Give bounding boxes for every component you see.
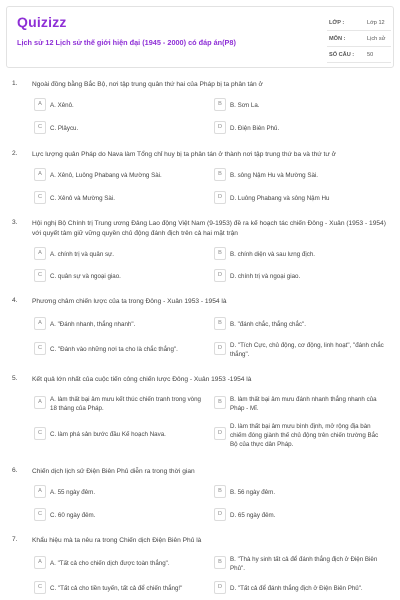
meta-box xyxy=(327,15,391,63)
option-text: A. "Tất cả cho chiến dịch được toàn thắng". xyxy=(50,560,170,567)
option-letter: C xyxy=(34,427,46,440)
meta-row-count xyxy=(327,47,391,63)
meta-row-grade xyxy=(327,15,391,31)
option-d[interactable] xyxy=(214,580,386,596)
option-letter: D xyxy=(214,121,226,134)
option-letter: A xyxy=(34,247,46,260)
option-text: B. Sơn La. xyxy=(230,102,260,109)
meta-label: SỐ CÂU : xyxy=(329,52,355,58)
option-text: D. Điện Biên Phủ. xyxy=(230,125,280,132)
option-c[interactable] xyxy=(34,341,202,357)
option-text: A. chính trị và quân sự. xyxy=(50,251,114,258)
option-text: B. "Thà hy sinh tất cả để đánh thắng địch ở Điện Biên Phủ". xyxy=(230,556,378,572)
option-letter: C xyxy=(34,269,46,282)
option-letter: D xyxy=(214,427,226,440)
option-c[interactable] xyxy=(34,268,202,284)
option-text: C. Plâycu. xyxy=(50,125,79,132)
question-number: 7. xyxy=(12,536,18,543)
question-text: Chiến dịch lịch sử Điện Biên Phủ diễn ra trong thời gian xyxy=(32,468,195,475)
option-a[interactable] xyxy=(34,484,202,500)
option-text: C. Xênô và Mường Sài. xyxy=(50,195,115,202)
option-letter: C xyxy=(34,191,46,204)
question-text: Kết quả lớn nhất của cuộc tiến công chiến lược Đông - Xuân 1953 -1954 là xyxy=(32,376,252,383)
option-text: C. quân sự và ngoại giao. xyxy=(50,273,121,280)
option-text: D. chính trị và ngoại giao. xyxy=(230,273,301,280)
question-text: Lực lượng quân Pháp do Nava làm Tổng chỉ huy bị ta phân tán ở thành nơi tập trung thứ ba và thứ tư ở xyxy=(32,151,336,158)
option-d[interactable] xyxy=(214,190,386,206)
option-text: B. 56 ngày đêm. xyxy=(230,489,276,496)
option-letter: D xyxy=(214,191,226,204)
option-c[interactable] xyxy=(34,120,202,136)
option-text: C. 60 ngày đêm. xyxy=(50,512,96,519)
option-letter: A xyxy=(34,396,46,409)
option-text: D. 65 ngày đêm. xyxy=(230,512,276,519)
option-d[interactable] xyxy=(214,423,386,448)
option-b[interactable] xyxy=(214,484,386,500)
option-letter: A xyxy=(34,98,46,111)
option-letter: D xyxy=(214,508,226,521)
option-letter: A xyxy=(34,168,46,181)
option-c[interactable] xyxy=(34,190,202,206)
question-number: 4. xyxy=(12,297,18,304)
option-letter: C xyxy=(34,342,46,355)
option-text: A. 55 ngày đêm. xyxy=(50,489,96,496)
option-text: D. làm thất bại âm mưu bình định, mở rộng địa bàn chiếm đóng giành thế chủ động trên chiến trường Bắc Bộ của thực dân Pháp. xyxy=(230,423,379,448)
option-a[interactable] xyxy=(34,316,202,332)
worksheet-header xyxy=(6,6,394,68)
option-text: D. "Tích Cực, chủ động, cơ động, linh hoạt", "đánh chắc thắng". xyxy=(230,342,384,358)
option-c[interactable] xyxy=(34,580,202,596)
meta-value: 50 xyxy=(367,52,374,58)
option-text: D. Luông Phabang và sông Nậm Hu xyxy=(230,195,330,202)
option-b[interactable] xyxy=(214,246,386,262)
question-text: Phương châm chiến lược của ta trong Đông - Xuân 1953 - 1954 là xyxy=(32,298,227,305)
meta-value: Lịch sử xyxy=(367,36,386,42)
question-number: 2. xyxy=(12,150,18,157)
option-text: A. "Đánh nhanh, thắng nhanh". xyxy=(50,321,136,328)
option-b[interactable] xyxy=(214,395,386,411)
option-letter: B xyxy=(214,98,226,111)
question-text: Hội nghị Bộ Chính trị Trung ương Đảng Lao động Việt Nam (9-1953) đề ra kế hoạch tác chiến Đông - Xuân (1953 - 1954) với quyết tâm giữ vững quyền chủ động đánh địch trên cả hai mặt trận xyxy=(32,220,386,237)
option-text: B. "đánh chắc, thắng chắc". xyxy=(230,321,306,328)
option-c[interactable] xyxy=(34,507,202,523)
meta-row-subject xyxy=(327,31,391,47)
option-text: C. làm phá sản bước đầu Kế hoạch Nava. xyxy=(50,431,166,438)
question-number: 5. xyxy=(12,375,18,382)
option-letter: A xyxy=(34,485,46,498)
option-a[interactable] xyxy=(34,395,202,411)
question-number: 6. xyxy=(12,467,18,474)
option-letter: B xyxy=(214,168,226,181)
option-letter: C xyxy=(34,581,46,594)
question-text: Khẩu hiệu mà ta nêu ra trong Chiến dịch Điện Biên Phủ là xyxy=(32,537,202,544)
option-letter: B xyxy=(214,317,226,330)
option-d[interactable] xyxy=(214,268,386,284)
question-number: 3. xyxy=(12,219,18,226)
option-letter: D xyxy=(214,269,226,282)
option-letter: B xyxy=(214,396,226,409)
option-a[interactable] xyxy=(34,246,202,262)
option-letter: C xyxy=(34,121,46,134)
option-text: C. "Tất cả cho tiền tuyến, tất cả để chiến thắng!" xyxy=(50,585,183,592)
meta-label: MÔN : xyxy=(329,36,346,42)
option-letter: B xyxy=(214,556,226,569)
option-text: A. Xênô, Luông Phabang và Mường Sài. xyxy=(50,172,162,179)
option-text: C. "Đánh vào những nơi ta cho là chắc thắng". xyxy=(50,346,178,353)
option-b[interactable] xyxy=(214,316,386,332)
option-b[interactable] xyxy=(214,97,386,113)
option-text: B. làm thất bại âm mưu đánh nhanh thắng nhanh của Pháp - Mĩ. xyxy=(230,396,377,412)
option-letter: A xyxy=(34,317,46,330)
option-b[interactable] xyxy=(214,555,386,571)
quizizz-logo: Quizizz xyxy=(17,14,67,30)
option-d[interactable] xyxy=(214,120,386,136)
meta-value: Lớp 12 xyxy=(367,20,385,26)
meta-label: LỚP : xyxy=(329,20,345,26)
question-number: 1. xyxy=(12,80,18,87)
option-text: A. Xênô. xyxy=(50,102,74,109)
option-letter: D xyxy=(214,581,226,594)
option-a[interactable] xyxy=(34,167,202,183)
page-title: Lịch sử 12 Lịch sử thế giới hiện đại (1945 - 2000) có đáp án(P8) xyxy=(17,38,236,47)
option-letter: A xyxy=(34,556,46,569)
option-d[interactable] xyxy=(214,507,386,523)
option-text: B. chính diện và sau lưng địch. xyxy=(230,251,315,258)
question-text: Ngoài đồng bằng Bắc Bộ, nơi tập trung quân thứ hai của Pháp bị ta phân tán ở xyxy=(32,81,263,88)
option-text: A. làm thất bại âm mưu kết thúc chiến tranh trong vòng 18 tháng của Pháp. xyxy=(50,396,202,412)
option-letter: D xyxy=(214,342,226,355)
option-text: D. "Tất cả để đánh thắng địch ở Điện Biên Phủ". xyxy=(230,585,363,592)
option-a[interactable] xyxy=(34,555,202,571)
option-letter: B xyxy=(214,247,226,260)
option-letter: C xyxy=(34,508,46,521)
option-d[interactable] xyxy=(214,341,386,357)
option-c[interactable] xyxy=(34,426,202,442)
option-text: B. sông Nậm Hu và Mường Sài. xyxy=(230,172,318,179)
option-b[interactable] xyxy=(214,167,386,183)
option-letter: B xyxy=(214,485,226,498)
option-a[interactable] xyxy=(34,97,202,113)
